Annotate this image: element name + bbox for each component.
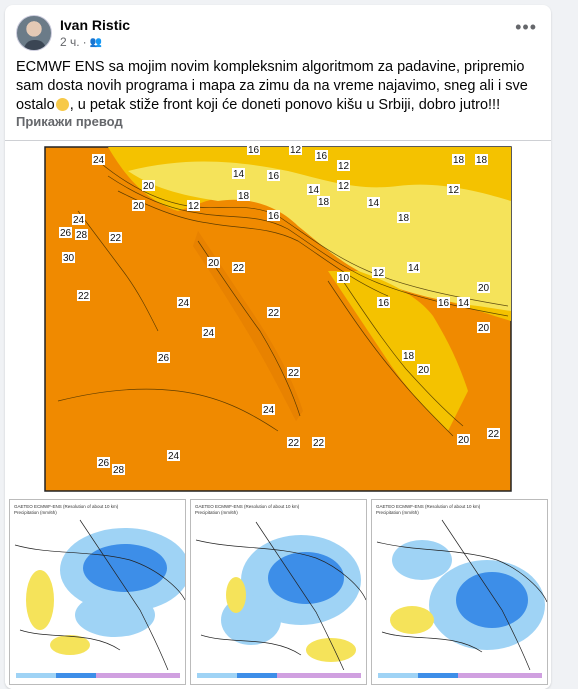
map-temperature-label: 20: [478, 323, 490, 334]
map-temperature-label: 26: [158, 353, 170, 364]
map-temperature-label: 28: [113, 465, 125, 476]
map-temperature-label: 22: [268, 308, 280, 319]
map-temperature-label: 28: [76, 230, 88, 241]
map-temperature-label: 30: [63, 253, 75, 264]
precipitation-maps: [5, 499, 551, 689]
map-temperature-label: 20: [418, 365, 430, 376]
temperature-map-image[interactable]: [38, 141, 518, 495]
precip-panel-1[interactable]: [9, 499, 186, 685]
precip-panel-2[interactable]: [190, 499, 367, 685]
panel-1-header: GAETEO ECMWF-ENS (Resolution of about 10 km): [14, 504, 119, 509]
map-temperature-label: 16: [316, 151, 328, 162]
more-options-icon[interactable]: •••: [515, 17, 537, 37]
map-temperature-label: 12: [290, 145, 302, 156]
map-temperature-label: 20: [478, 283, 490, 294]
map-temperature-label: 14: [308, 185, 320, 196]
map-temperature-label: 10: [338, 273, 350, 284]
map-temperature-label: 20: [208, 258, 220, 269]
map-temperature-label: 18: [318, 197, 330, 208]
map-temperature-label: 24: [93, 155, 105, 166]
map-temperature-label: 16: [438, 298, 450, 309]
post-subline: 2 ч. · 👥: [60, 35, 103, 49]
author-name[interactable]: Ivan Ristic: [60, 17, 131, 33]
map-temperature-label: 26: [98, 458, 110, 469]
avatar[interactable]: [16, 15, 52, 51]
panel-1-subheader: Precipitation (mm/6h): [14, 510, 57, 515]
map-temperature-label: 24: [73, 215, 85, 226]
map-temperature-label: 18: [453, 155, 465, 166]
map-temperature-label: 12: [338, 181, 350, 192]
map-temperature-label: 24: [203, 328, 215, 339]
temperature-map-svg: [38, 141, 518, 495]
map-temperature-label: 22: [110, 233, 122, 244]
map-temperature-label: 24: [168, 451, 180, 462]
panel-3-header: GAETEO ECMWF-ENS (Resolution of about 10 km): [376, 504, 481, 509]
post-text-tail: , u petak stiže front koji će doneti ponovo kišu u Srbiji, dobro jutro!!!: [69, 97, 501, 113]
map-temperature-label: 12: [188, 201, 200, 212]
map-temperature-label: 22: [313, 438, 325, 449]
map-temperature-label: 24: [178, 298, 190, 309]
map-temperature-label: 12: [338, 161, 350, 172]
map-temperature-label: 14: [408, 263, 420, 274]
post-text-main: ECMWF ENS sa mojim novim kompleksnim algoritmom za padavine, pripremio sam dosta novih programa i mapa za zimu da na vreme najavimo, sneg ali i sve ostalo: [16, 59, 528, 113]
precip-panel-1-svg: [10, 500, 185, 684]
panel-2-header: GAETEO ECMWF-ENS (Resolution of about 10 km): [195, 504, 300, 509]
map-temperature-label: 16: [378, 298, 390, 309]
friends-icon: 👥: [89, 36, 103, 48]
map-temperature-label: 18: [238, 191, 250, 202]
map-temperature-label: 20: [143, 181, 155, 192]
map-temperature-label: 16: [268, 171, 280, 182]
precip-panel-3-svg: [372, 500, 547, 684]
wink-emoji-icon: [56, 98, 69, 111]
map-temperature-label: 14: [233, 169, 245, 180]
map-temperature-label: 22: [78, 291, 90, 302]
map-temperature-label: 22: [233, 263, 245, 274]
panel-3-subheader: Precipitation (mm/6h): [376, 510, 419, 515]
translate-link[interactable]: Прикажи превод: [16, 114, 123, 129]
precip-panel-3[interactable]: [371, 499, 548, 685]
post-meta: [60, 17, 130, 49]
map-temperature-label: 20: [133, 201, 145, 212]
map-temperature-label: 14: [458, 298, 470, 309]
map-temperature-label: 14: [368, 198, 380, 209]
map-temperature-label: 22: [288, 368, 300, 379]
map-temperature-label: 20: [458, 435, 470, 446]
post-header: [16, 13, 130, 53]
map-temperature-label: 22: [288, 438, 300, 449]
map-temperature-label: 18: [476, 155, 488, 166]
map-temperature-label: 12: [448, 185, 460, 196]
map-temperature-label: 26: [60, 228, 72, 239]
map-temperature-label: 18: [403, 351, 415, 362]
map-temperature-label: 24: [263, 405, 275, 416]
post-card: [5, 5, 551, 689]
precip-panel-2-svg: [191, 500, 366, 684]
post-time[interactable]: 2 ч.: [60, 35, 80, 49]
map-temperature-label: 18: [398, 213, 410, 224]
map-temperature-label: 22: [488, 429, 500, 440]
panel-2-subheader: Precipitation (mm/6h): [195, 510, 238, 515]
map-temperature-label: 16: [248, 145, 260, 156]
post-text: [16, 58, 536, 115]
map-temperature-label: 12: [373, 268, 385, 279]
map-temperature-label: 16: [268, 211, 280, 222]
